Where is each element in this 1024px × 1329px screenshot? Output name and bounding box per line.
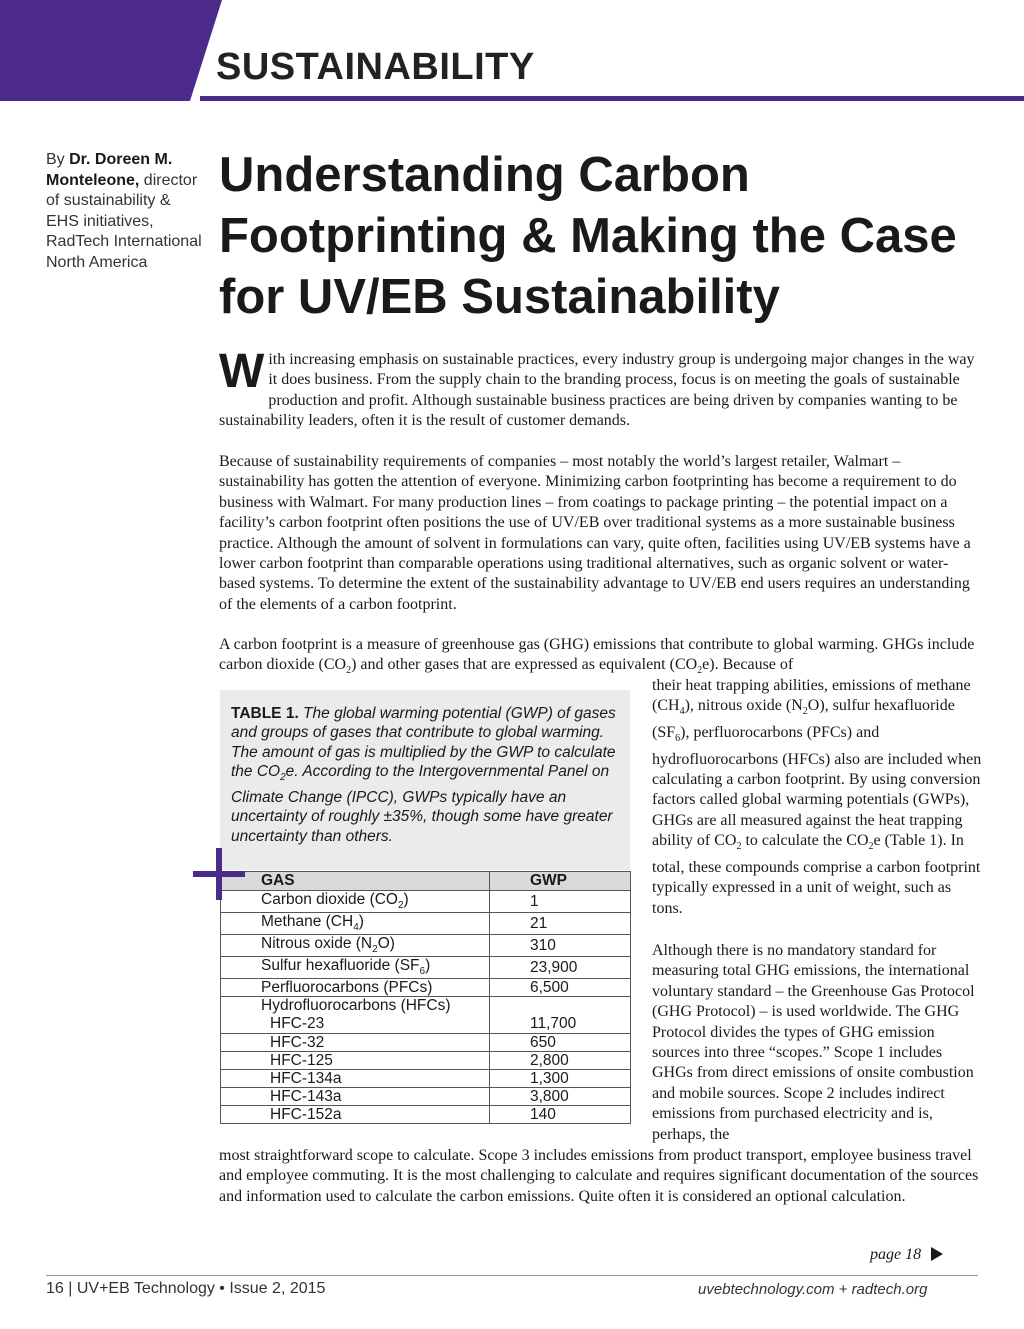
group-label: Hydrofluorocarbons (HFCs) [221,997,490,1016]
gwp-value: 6,500 [490,979,631,997]
subscript: 2 [736,841,742,853]
r1-text-c: O), sulfur hexafluoride (SF [652,697,955,741]
table-caption-label: TABLE 1. [231,705,299,722]
table-subrow [221,1051,631,1069]
table-header-gas: GAS [221,872,490,891]
subscript: 2 [868,841,874,853]
gwp-value: 1 [490,891,631,913]
right-column-paragraph-2: Although there is no mandatory standard for measuring total GHG emissions, the international voluntary standard – the Greenhouse Gas Protocol (GHG Protocol) – is used worldwide. The GHG Protocol divides the types of GHG emission sources into three “scopes.” Scope 1 includes GHGs from direct emissions of onsite combustion and mobile sources. Scope 2 includes indirect emissions from purchased electricity and is, perhaps, the [652,942,975,1143]
subscript: 2 [280,772,286,784]
hfc-name: HFC-32 [221,1033,490,1051]
gas-name [221,913,490,935]
continued-link[interactable] [870,1246,943,1264]
table-group-row [221,997,631,1016]
gas-name [221,935,490,957]
table-row [221,891,631,913]
hfc-name: HFC-143a [221,1087,490,1105]
byline-role: director of sustainability & EHS initiatives, RadTech International North America [46,171,202,271]
gwp-value: 2,800 [490,1051,631,1069]
section-label: SUSTAINABILITY [216,46,535,88]
gwp-value: 1,300 [490,1069,631,1087]
gwp-value: 650 [490,1033,631,1051]
subscript: 4 [679,706,685,718]
subscript: 2 [697,665,703,677]
subscript: 2 [397,900,404,912]
r1-text-f: e (Table 1). In total, these compounds comprise a carbon footprint typically expressed in a unit of weight, such as tons. [652,832,981,917]
r1-text-e: to calculate the CO [741,832,869,850]
r1-text-a: their heat trapping abilities, emissions of methane (CH [652,677,971,715]
gas-name [221,891,490,913]
subscript: 2 [802,706,808,718]
cross-mark-icon [193,871,245,877]
paragraph-2: Because of sustainability requirements of companies – most notably the world’s largest retailer, Walmart – sustainability has gotten the attention of everyone. Minimizing carbon footprinting has become a requirement to do business with Walmart. For many production lines – from coatings to package printing – the potential impact on a facility’s carbon footprint often positions the use of UV/EB over traditional systems as a more sustainable business practice. Although the amount of solvent in formulations can vary, quite often, facilities using UV/EB systems have a lower carbon footprint than comparable operations using traditional alternatives, such as organic solvent or water-based systems. To determine the extent of the sustainability advantage to UV/EB end users requires an understanding of the elements of a carbon footprint. [219,453,971,613]
gas-name-text: O) [377,935,395,953]
hfc-name: HFC-125 [221,1051,490,1069]
byline-prefix: By [46,151,70,168]
footer-issue: 16 | UV+EB Technology • Issue 2, 2015 [46,1280,326,1297]
subscript: 6 [419,966,426,978]
hfc-name: HFC-134a [221,1069,490,1087]
gwp-value: 11,700 [490,1015,631,1033]
gas-name-text: ) [425,957,431,975]
gas-name-text: Sulfur hexafluoride (SF [261,957,420,975]
gwp-value: 140 [490,1105,631,1123]
paragraph-3 [219,635,979,682]
gas-name [221,979,490,997]
table-subrow [221,1105,631,1123]
gwp-table [220,871,631,1124]
r1-text-d: ), perfluorocarbons (PFCs) and hydrofluorocarbons (HFCs) also are included when calculating a carbon footprint. By using conversion factors called global warming potentials (GWPs), GHGs are all measured against the heat trapping ability of CO [652,724,982,850]
table-row [221,935,631,957]
gwp-value-empty [490,997,631,1016]
play-arrow-icon [931,1247,943,1261]
right-column-paragraph-1 [652,676,982,919]
hfc-name: HFC-23 [221,1015,490,1033]
table-subrow [221,1069,631,1087]
table-caption-text-b: e. According to the Intergovernmental Panel on Climate Change (IPCC), GWPs typically have an uncertainty of roughly ±35%, though some have greater uncertainty than others. [231,763,613,845]
subscript: 2 [372,944,378,956]
drop-cap: W [219,345,265,398]
article-title: Understanding Carbon Footprinting & Making the Case for UV/EB Sustainability [219,148,957,324]
gwp-value: 310 [490,935,631,957]
table-header-gwp: GWP [490,872,631,891]
subscript: 2 [346,665,352,677]
gas-name-text: Methane (CH [261,913,354,931]
paragraph-1-text: ith increasing emphasis on sustainable practices, every industry group is undergoing major changes in the way it does business. From the supply chain to the branding process, focus is on meeting the goals of sustainable production and profit. Although sustainable business practices are being driven by companies wanting to be sustainability leaders, often it is the result of customer demands. [219,351,975,430]
table-row [221,913,631,935]
gas-name-text: Nitrous oxide (N [261,935,373,953]
paragraph-3-text-c: e). Because of [702,656,794,674]
paragraph-1 [219,345,979,432]
table-subrow [221,1033,631,1051]
table-caption [231,704,623,846]
footer-rule [46,1275,978,1276]
gas-name-text: ) [403,891,409,909]
gas-name-text: Carbon dioxide (CO [261,891,398,909]
table-subrow [221,1087,631,1105]
gwp-value: 23,900 [490,957,631,979]
r1-text-b: ), nitrous oxide (N [684,697,803,715]
section-rule [200,96,1024,101]
table-subrow [221,1015,631,1033]
gwp-value: 21 [490,913,631,935]
table-row [221,957,631,979]
paragraph-3-text-b: ) and other gases that are expressed as equivalent (CO [351,656,698,674]
gas-name-text: ) [358,913,364,931]
gas-name [221,957,490,979]
table-header-row [221,872,631,891]
subscript: 6 [675,733,681,745]
byline [46,150,206,273]
subscript: 4 [353,922,359,934]
header-banner [0,0,222,101]
continued-label: page 18 [870,1246,922,1263]
paragraph-4: most straightforward scope to calculate. Scope 3 includes emissions from product transport, employee business travel and employee commuting. It is the most challenging to calculate and requires significant documentation of the sources and information used to calculate the carbon emissions. Quite often it is considered an optional calculation. [219,1147,979,1205]
byline-author: Dr. Doreen M. Monteleone, [46,151,173,189]
table-row [221,979,631,997]
footer-websites: uvebtechnology.com + radtech.org [698,1281,928,1298]
gas-name-text: Perfluorocarbons (PFCs) [261,979,433,996]
hfc-name: HFC-152a [221,1105,490,1123]
gwp-value: 3,800 [490,1087,631,1105]
paragraph-3-text-a: A carbon footprint is a measure of greenhouse gas (GHG) emissions that contribute to global warming. GHGs include carbon dioxide (CO [219,636,975,674]
table-caption-text-a: The global warming potential (GWP) of gases and groups of gases that contribute to global warming. The amount of gas is multiplied by the GWP to calculate the CO [231,705,616,781]
